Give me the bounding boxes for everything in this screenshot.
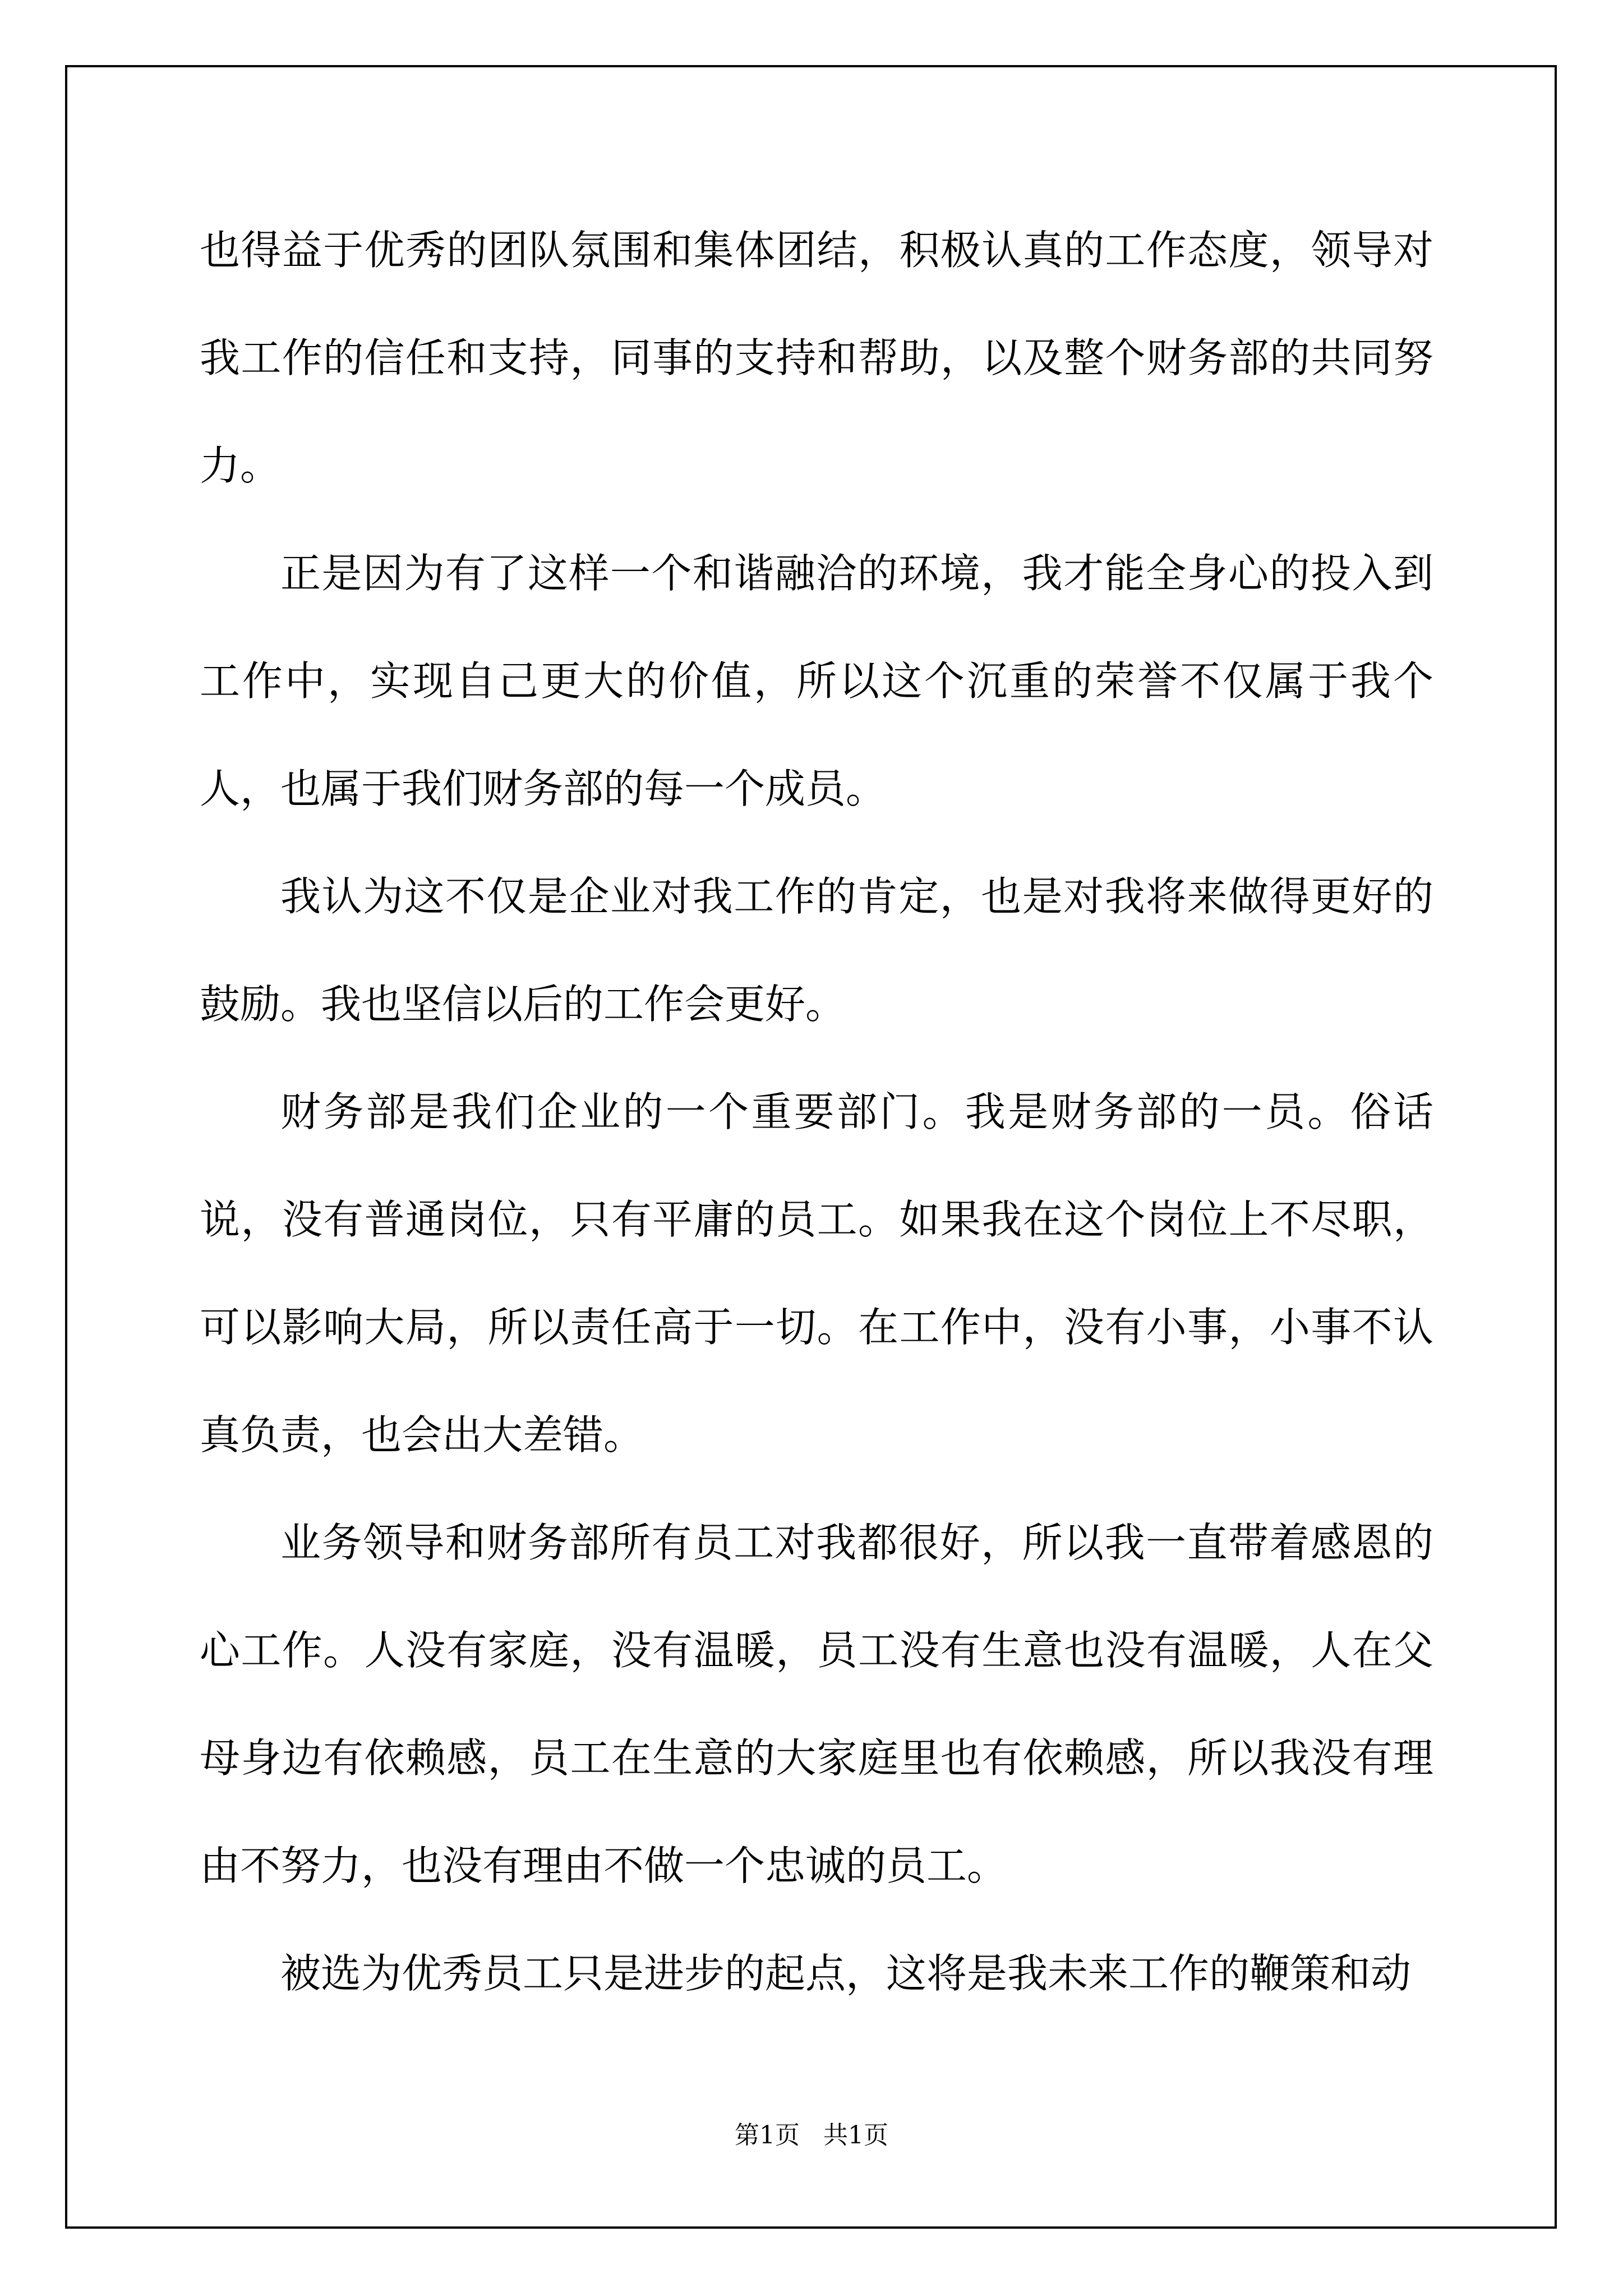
- paragraph: 财务部是我们企业的一个重要部门。我是财务部的一员。俗话说，没有普通岗位，只有平庸的员工。如果我在这个岗位上不尽职，可以影响大局，所以责任高于一切。在工作中，没有小事，小事不认真负责，也会出大差错。: [200, 1088, 1433, 1458]
- page-total: 共1页: [823, 2121, 888, 2150]
- page-footer: [0, 2115, 1623, 2151]
- paragraph: 被选为优秀员工只是进步的起点，这将是我未来工作的鞭策和动: [280, 1950, 1412, 1997]
- paragraph: 业务领导和财务部所有员工对我都很好，所以我一直带着感恩的心工作。人没有家庭，没有温暖，员工没有生意也没有温暖，人在父母身边有依赖感，员工在生意的大家庭里也有依赖感，所以我没有理由不努力，也没有理由不做一个忠诚的员工。: [200, 1519, 1433, 1889]
- paragraph: 我认为这不仅是企业对我工作的肯定，也是对我将来做得更好的鼓励。我也坚信以后的工作会更好。: [200, 873, 1433, 1028]
- paragraph: 正是因为有了这样一个和谐融洽的环境，我才能全身心的投入到工作中，实现自己更大的价值，所以这个沉重的荣誉不仅属于我个人，也属于我们财务部的每一个成员。: [200, 550, 1433, 812]
- document-body: [200, 196, 1433, 2027]
- paragraph-continued: 也得益于优秀的团队氛围和集体团结，积极认真的工作态度，领导对我工作的信任和支持，同事的支持和帮助，以及整个财务部的共同努力。: [200, 227, 1433, 489]
- page-number: 第1页: [735, 2121, 800, 2150]
